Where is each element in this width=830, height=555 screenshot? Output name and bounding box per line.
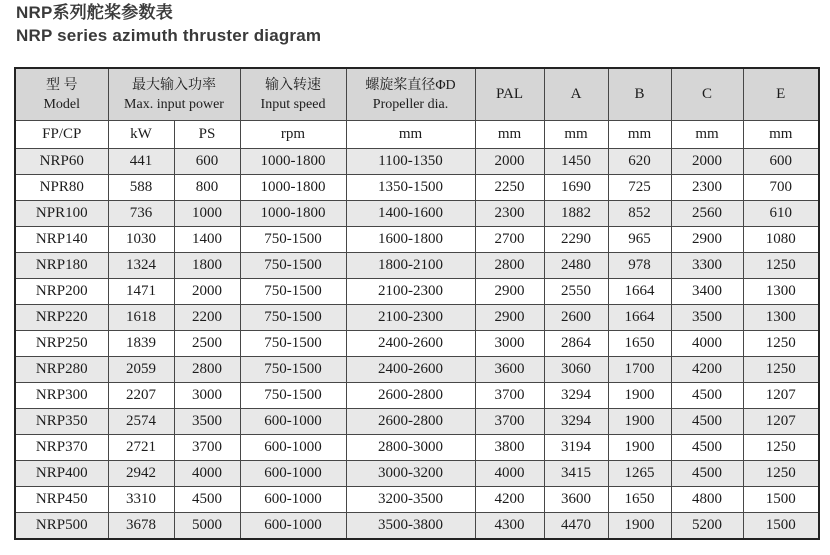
header-power-zh: 最大输入功率 xyxy=(132,77,216,93)
cell-a: 2550 xyxy=(544,279,608,305)
cell-dia: 3200-3500 xyxy=(346,487,475,513)
cell-kw: 3678 xyxy=(108,513,174,540)
cell-e: 1250 xyxy=(743,253,819,279)
cell-a: 2864 xyxy=(544,331,608,357)
table-row xyxy=(15,383,819,409)
cell-ps: 2800 xyxy=(174,357,240,383)
cell-model: NRP180 xyxy=(15,253,108,279)
cell-pal: 2000 xyxy=(475,149,544,175)
cell-model: NRP220 xyxy=(15,305,108,331)
cell-c: 4500 xyxy=(671,435,743,461)
header-row-main xyxy=(15,68,819,121)
header-max-input-power xyxy=(108,68,240,121)
header-e xyxy=(743,68,819,121)
cell-pal: 2900 xyxy=(475,279,544,305)
cell-kw: 2942 xyxy=(108,461,174,487)
header-c xyxy=(671,68,743,121)
cell-rpm: 600-1000 xyxy=(240,435,346,461)
header-speed-zh: 输入转速 xyxy=(265,77,321,93)
cell-a: 3415 xyxy=(544,461,608,487)
cell-a: 1882 xyxy=(544,201,608,227)
cell-model: NRP280 xyxy=(15,357,108,383)
header-dia-en: Propeller dia. xyxy=(372,96,449,112)
cell-kw: 588 xyxy=(108,175,174,201)
cell-b: 1265 xyxy=(608,461,671,487)
cell-b: 1700 xyxy=(608,357,671,383)
cell-model: NRP300 xyxy=(15,383,108,409)
subheader-b-unit: mm xyxy=(608,121,671,149)
cell-ps: 800 xyxy=(174,175,240,201)
cell-ps: 1400 xyxy=(174,227,240,253)
cell-b: 1664 xyxy=(608,279,671,305)
header-model-en: Model xyxy=(43,96,81,112)
cell-ps: 1000 xyxy=(174,201,240,227)
cell-model: NRP350 xyxy=(15,409,108,435)
thruster-parameter-table xyxy=(14,67,820,540)
cell-ps: 2200 xyxy=(174,305,240,331)
cell-pal: 3000 xyxy=(475,331,544,357)
cell-ps: 1800 xyxy=(174,253,240,279)
table-row xyxy=(15,409,819,435)
cell-kw: 736 xyxy=(108,201,174,227)
table-row xyxy=(15,331,819,357)
cell-ps: 2500 xyxy=(174,331,240,357)
subheader-pal-unit: mm xyxy=(475,121,544,149)
page-title-zh: NRP系列舵桨参数表 xyxy=(16,3,173,22)
cell-e: 1250 xyxy=(743,461,819,487)
cell-model: NRP400 xyxy=(15,461,108,487)
subheader-model: FP/CP xyxy=(15,121,108,149)
cell-b: 978 xyxy=(608,253,671,279)
header-row-units xyxy=(15,121,819,149)
cell-model: NPR80 xyxy=(15,175,108,201)
cell-a: 2290 xyxy=(544,227,608,253)
cell-a: 3194 xyxy=(544,435,608,461)
cell-rpm: 750-1500 xyxy=(240,305,346,331)
cell-kw: 1471 xyxy=(108,279,174,305)
cell-c: 4500 xyxy=(671,461,743,487)
cell-ps: 4500 xyxy=(174,487,240,513)
cell-e: 1250 xyxy=(743,435,819,461)
subheader-kw: kW xyxy=(108,121,174,149)
cell-rpm: 600-1000 xyxy=(240,461,346,487)
cell-dia: 1800-2100 xyxy=(346,253,475,279)
cell-b: 725 xyxy=(608,175,671,201)
cell-rpm: 750-1500 xyxy=(240,227,346,253)
table-row xyxy=(15,201,819,227)
subheader-a-unit: mm xyxy=(544,121,608,149)
cell-dia: 2400-2600 xyxy=(346,331,475,357)
cell-pal: 4000 xyxy=(475,461,544,487)
cell-b: 1900 xyxy=(608,435,671,461)
cell-b: 620 xyxy=(608,149,671,175)
table-row xyxy=(15,279,819,305)
table-row xyxy=(15,305,819,331)
header-input-speed xyxy=(240,68,346,121)
cell-a: 3600 xyxy=(544,487,608,513)
table-row xyxy=(15,149,819,175)
cell-rpm: 600-1000 xyxy=(240,513,346,540)
cell-a: 1450 xyxy=(544,149,608,175)
cell-kw: 2059 xyxy=(108,357,174,383)
header-pal-label: PAL xyxy=(496,86,523,102)
cell-e: 1500 xyxy=(743,487,819,513)
cell-ps: 3500 xyxy=(174,409,240,435)
cell-e: 1250 xyxy=(743,357,819,383)
cell-pal: 4300 xyxy=(475,513,544,540)
cell-a: 4470 xyxy=(544,513,608,540)
table-row xyxy=(15,227,819,253)
cell-c: 4000 xyxy=(671,331,743,357)
cell-model: NRP450 xyxy=(15,487,108,513)
cell-model: NRP370 xyxy=(15,435,108,461)
cell-pal: 2800 xyxy=(475,253,544,279)
table-row xyxy=(15,253,819,279)
header-propeller-dia xyxy=(346,68,475,121)
cell-ps: 4000 xyxy=(174,461,240,487)
table-row xyxy=(15,461,819,487)
subheader-e-unit: mm xyxy=(743,121,819,149)
cell-pal: 3700 xyxy=(475,409,544,435)
subheader-ps: PS xyxy=(174,121,240,149)
header-model xyxy=(15,68,108,121)
cell-c: 3300 xyxy=(671,253,743,279)
cell-kw: 2574 xyxy=(108,409,174,435)
cell-ps: 3700 xyxy=(174,435,240,461)
cell-b: 1900 xyxy=(608,383,671,409)
cell-a: 2600 xyxy=(544,305,608,331)
cell-a: 3294 xyxy=(544,383,608,409)
cell-e: 1300 xyxy=(743,279,819,305)
cell-ps: 2000 xyxy=(174,279,240,305)
table-row xyxy=(15,435,819,461)
header-a-label: A xyxy=(570,86,582,102)
cell-pal: 2700 xyxy=(475,227,544,253)
subheader-rpm: rpm xyxy=(240,121,346,149)
cell-dia: 2100-2300 xyxy=(346,305,475,331)
cell-ps: 5000 xyxy=(174,513,240,540)
cell-kw: 441 xyxy=(108,149,174,175)
cell-c: 2000 xyxy=(671,149,743,175)
page-title-en: NRP series azimuth thruster diagram xyxy=(16,26,322,45)
cell-dia: 3000-3200 xyxy=(346,461,475,487)
cell-kw: 1324 xyxy=(108,253,174,279)
header-model-zh: 型 号 xyxy=(46,77,78,93)
cell-a: 3060 xyxy=(544,357,608,383)
cell-c: 3500 xyxy=(671,305,743,331)
cell-b: 1650 xyxy=(608,487,671,513)
cell-dia: 2100-2300 xyxy=(346,279,475,305)
cell-kw: 1618 xyxy=(108,305,174,331)
table-row xyxy=(15,357,819,383)
page-title-block xyxy=(16,1,321,47)
cell-model: NRP250 xyxy=(15,331,108,357)
cell-b: 1650 xyxy=(608,331,671,357)
cell-model: NRP140 xyxy=(15,227,108,253)
cell-c: 4800 xyxy=(671,487,743,513)
header-e-label: E xyxy=(776,86,786,102)
header-b xyxy=(608,68,671,121)
cell-e: 700 xyxy=(743,175,819,201)
table-row xyxy=(15,175,819,201)
cell-model: NPR100 xyxy=(15,201,108,227)
cell-dia: 1400-1600 xyxy=(346,201,475,227)
table-head xyxy=(15,68,819,149)
cell-pal: 4200 xyxy=(475,487,544,513)
header-dia-zh: 螺旋桨直径ΦD xyxy=(365,77,456,93)
cell-rpm: 600-1000 xyxy=(240,487,346,513)
cell-ps: 3000 xyxy=(174,383,240,409)
cell-a: 3294 xyxy=(544,409,608,435)
cell-e: 1080 xyxy=(743,227,819,253)
cell-c: 2560 xyxy=(671,201,743,227)
cell-pal: 2900 xyxy=(475,305,544,331)
cell-pal: 3600 xyxy=(475,357,544,383)
cell-kw: 3310 xyxy=(108,487,174,513)
cell-b: 1900 xyxy=(608,409,671,435)
cell-b: 852 xyxy=(608,201,671,227)
cell-e: 600 xyxy=(743,149,819,175)
header-c-label: C xyxy=(701,86,712,102)
cell-e: 1207 xyxy=(743,383,819,409)
cell-dia: 3500-3800 xyxy=(346,513,475,540)
cell-dia: 2400-2600 xyxy=(346,357,475,383)
cell-b: 1900 xyxy=(608,513,671,540)
cell-dia: 1100-1350 xyxy=(346,149,475,175)
cell-rpm: 1000-1800 xyxy=(240,149,346,175)
cell-dia: 2800-3000 xyxy=(346,435,475,461)
cell-pal: 3800 xyxy=(475,435,544,461)
cell-e: 610 xyxy=(743,201,819,227)
cell-pal: 2300 xyxy=(475,201,544,227)
cell-rpm: 750-1500 xyxy=(240,357,346,383)
cell-kw: 1030 xyxy=(108,227,174,253)
cell-model: NRP200 xyxy=(15,279,108,305)
cell-c: 3400 xyxy=(671,279,743,305)
cell-kw: 1839 xyxy=(108,331,174,357)
cell-pal: 2250 xyxy=(475,175,544,201)
cell-dia: 1350-1500 xyxy=(346,175,475,201)
cell-pal: 3700 xyxy=(475,383,544,409)
cell-c: 5200 xyxy=(671,513,743,540)
cell-e: 1500 xyxy=(743,513,819,540)
cell-model: NRP60 xyxy=(15,149,108,175)
cell-kw: 2207 xyxy=(108,383,174,409)
cell-c: 4500 xyxy=(671,383,743,409)
cell-b: 1664 xyxy=(608,305,671,331)
cell-rpm: 750-1500 xyxy=(240,279,346,305)
cell-a: 2480 xyxy=(544,253,608,279)
cell-dia: 2600-2800 xyxy=(346,383,475,409)
cell-rpm: 1000-1800 xyxy=(240,201,346,227)
header-b-label: B xyxy=(634,86,645,102)
cell-ps: 600 xyxy=(174,149,240,175)
cell-a: 1690 xyxy=(544,175,608,201)
cell-b: 965 xyxy=(608,227,671,253)
cell-dia: 2600-2800 xyxy=(346,409,475,435)
cell-dia: 1600-1800 xyxy=(346,227,475,253)
cell-model: NRP500 xyxy=(15,513,108,540)
table-row xyxy=(15,513,819,540)
cell-kw: 2721 xyxy=(108,435,174,461)
cell-rpm: 600-1000 xyxy=(240,409,346,435)
header-speed-en: Input speed xyxy=(260,96,326,112)
cell-rpm: 750-1500 xyxy=(240,383,346,409)
cell-c: 4500 xyxy=(671,409,743,435)
cell-e: 1207 xyxy=(743,409,819,435)
table-row xyxy=(15,487,819,513)
cell-rpm: 750-1500 xyxy=(240,331,346,357)
subheader-dia-unit: mm xyxy=(346,121,475,149)
subheader-c-unit: mm xyxy=(671,121,743,149)
header-a xyxy=(544,68,608,121)
cell-rpm: 1000-1800 xyxy=(240,175,346,201)
table-body xyxy=(15,149,819,540)
header-pal xyxy=(475,68,544,121)
cell-rpm: 750-1500 xyxy=(240,253,346,279)
cell-e: 1250 xyxy=(743,331,819,357)
cell-c: 2900 xyxy=(671,227,743,253)
cell-c: 4200 xyxy=(671,357,743,383)
cell-e: 1300 xyxy=(743,305,819,331)
cell-c: 2300 xyxy=(671,175,743,201)
header-power-en: Max. input power xyxy=(124,96,224,112)
